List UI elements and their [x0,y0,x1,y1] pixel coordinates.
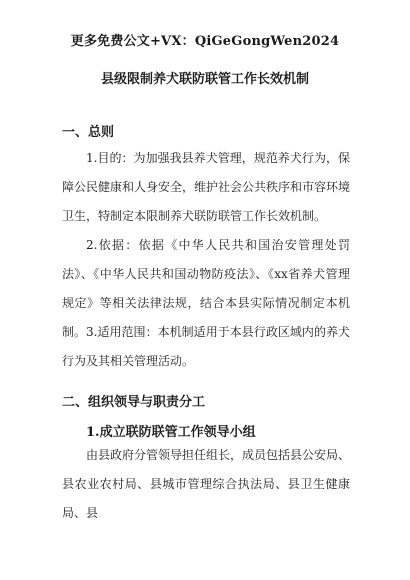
paragraph-basis: 2.依据：依据《中华人民共和国治安管理处罚法》、《中华人民共和国动物防疫法》、《xx省养犬管理规定》等相关法律法规，结合本县实际情况制定本机制。 [62,238,350,339]
section-heading-organization: 二、组织领导与职责分工 [62,395,206,410]
document-title: 县级限制养犬联防联管工作长效机制 [100,72,309,87]
paragraph-scope: 3.适用范围：本机制适用于本县行政区域内的养犬行为及其相关管理活动。 [62,325,350,368]
paragraph-leading-group: 由县政府分管领导担任组长，成员包括县公安局、县农业农村局、县城市管理综合执法局、县卫生健康局、县 [62,448,351,520]
promo-header: 更多免费公文+VX：QiGeGongWen2024 [70,34,340,49]
subheading-leading-group: 1.成立联防联管工作领导小组 [86,425,256,440]
section-heading-general: 一、总则 [62,125,115,140]
paragraph-purpose: 1.目的：为加强我县养犬管理，规范养犬行为，保障公民健康和人身安全，维护社会公共秩序和市容环境卫生，特制定本限制养犬联防联管工作长效机制。 [62,151,351,223]
